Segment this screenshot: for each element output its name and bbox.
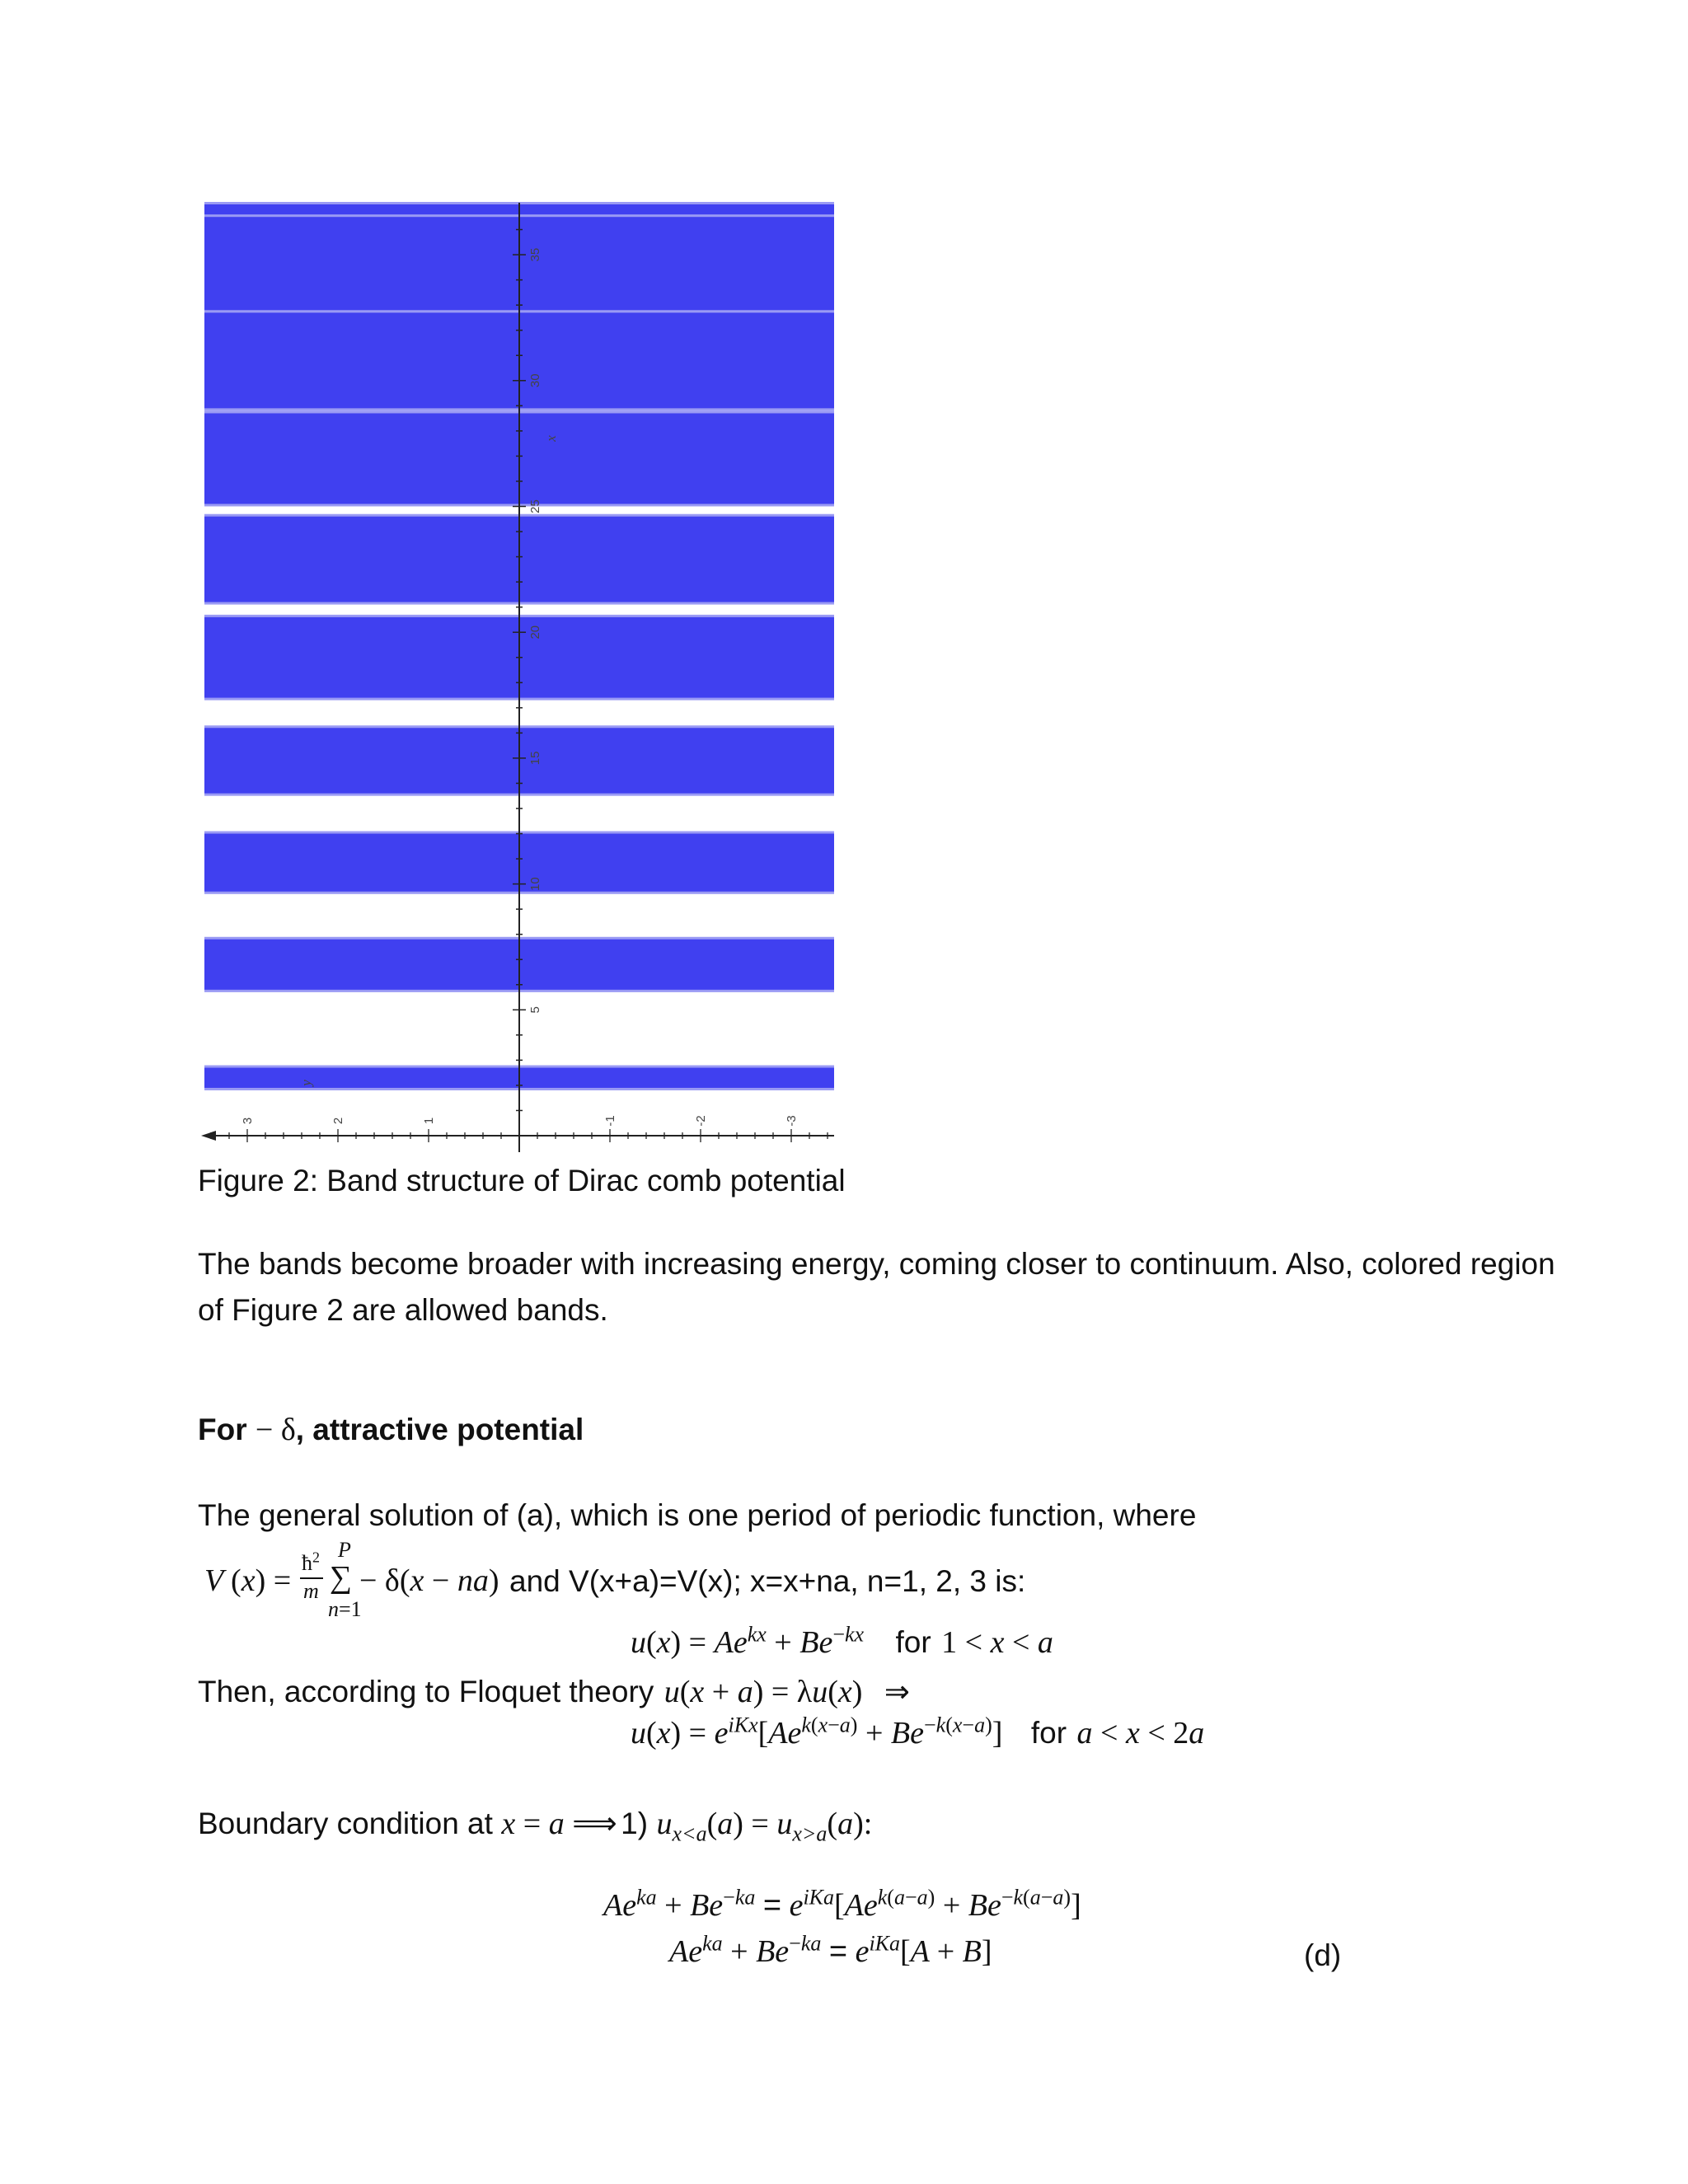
eq1-expression: $u(x) = Ae^{kx} + Be^{-kx}$ <box>631 1622 865 1660</box>
x-tick-label-5: 5 <box>528 1006 542 1014</box>
floquet-line <box>198 1671 910 1713</box>
y-axis-title: y <box>298 1080 314 1086</box>
equation-u-first-period <box>631 1622 1053 1663</box>
y-tick-label-1: 1 <box>422 1117 436 1125</box>
continuity-condition: $u_{x<a}(a) = u_{x>a}(a)$: <box>656 1807 873 1846</box>
sum-symbol: ∑ <box>330 1560 353 1595</box>
hbar-squared: $ħ^2$ <box>302 1549 320 1575</box>
potential-definition <box>204 1538 1111 1620</box>
sum-lower-limit: n=1 <box>328 1597 362 1621</box>
x-tick-label-35: 35 <box>528 247 542 262</box>
y-tick-label-3: 3 <box>241 1117 255 1125</box>
delta-term: − δ(x − na) <box>359 1563 499 1598</box>
section-heading <box>198 1409 584 1451</box>
heading-delta-symbol: − δ <box>255 1413 296 1447</box>
sum-upper-limit: P <box>338 1538 351 1562</box>
x-tick-label-15: 15 <box>528 751 542 766</box>
y-axis-arrow <box>201 1131 216 1141</box>
paragraph-general-solution: The general solution of (a), which is one period of periodic function, where <box>198 1498 1197 1532</box>
potential-condition-text: and V(x+a)=V(x); x=x+na, n=1, 2, 3 is: <box>509 1564 1026 1598</box>
eq1-range: 1 < x < a <box>941 1625 1053 1660</box>
floquet-relation: u(x + a) = λu(x) <box>663 1675 863 1709</box>
eq2-range: a < x < 2a <box>1076 1716 1205 1750</box>
paragraph-bands-broader: The bands become broader with increasing energy, coming closer to continuum. Also, colored region of Figure 2 are allowed bands. <box>198 1247 1555 1327</box>
band-structure-figure <box>198 198 841 1158</box>
boundary-equation-1 <box>603 1887 1081 1924</box>
x-tick-label-10: 10 <box>528 877 542 891</box>
boundary-text: Boundary condition at <box>198 1807 493 1840</box>
equation-u-second-period <box>631 1713 1204 1754</box>
boundary-point: x = a ⟹ <box>501 1807 617 1841</box>
boundary-eq2-expression: $Ae^{ka} + Be^{-ka} = e^{iKa}[A + B]$ <box>669 1931 992 1969</box>
boundary-number: 1) <box>621 1807 649 1840</box>
x-tick-label-30: 30 <box>528 373 542 388</box>
implies-arrow: ⇒ <box>884 1675 910 1708</box>
heading-suffix: , attractive potential <box>295 1413 584 1446</box>
band-structure-chart <box>198 198 841 1154</box>
y-tick-label--1: -1 <box>603 1115 617 1127</box>
potential-lhs: V (x) = <box>204 1563 292 1598</box>
boundary-condition-line <box>198 1803 872 1844</box>
y-tick-label--3: -3 <box>785 1115 799 1127</box>
x-tick-label-20: 20 <box>528 625 542 640</box>
x-tick-label-25: 25 <box>528 499 542 513</box>
eq2-expression: $u(x) = e^{iKx}[Ae^{k(x-a)} + Be^{-k(x-a)}]$ <box>631 1713 1003 1750</box>
heading-prefix: For <box>198 1413 247 1446</box>
equation-label-d: (d) <box>1304 1938 1342 1972</box>
eq2-for-word: for <box>1030 1716 1067 1750</box>
floquet-text: Then, according to Floquet theory <box>198 1675 654 1708</box>
figure-caption: Figure 2: Band structure of Dirac comb potential <box>198 1164 846 1197</box>
eq1-for-word: for <box>895 1625 931 1659</box>
boundary-eq1-expression: $Ae^{ka} + Be^{-ka} = e^{iKa}[Ae^{k(a-a)} + Be^{-k(a-a)}]$ <box>603 1885 1081 1923</box>
boundary-equation-2 <box>669 1933 992 1970</box>
x-axis-title: x <box>543 435 559 442</box>
mass-m: m <box>303 1579 319 1603</box>
y-tick-label-2: 2 <box>331 1117 345 1125</box>
y-tick-label--2: -2 <box>694 1115 708 1127</box>
